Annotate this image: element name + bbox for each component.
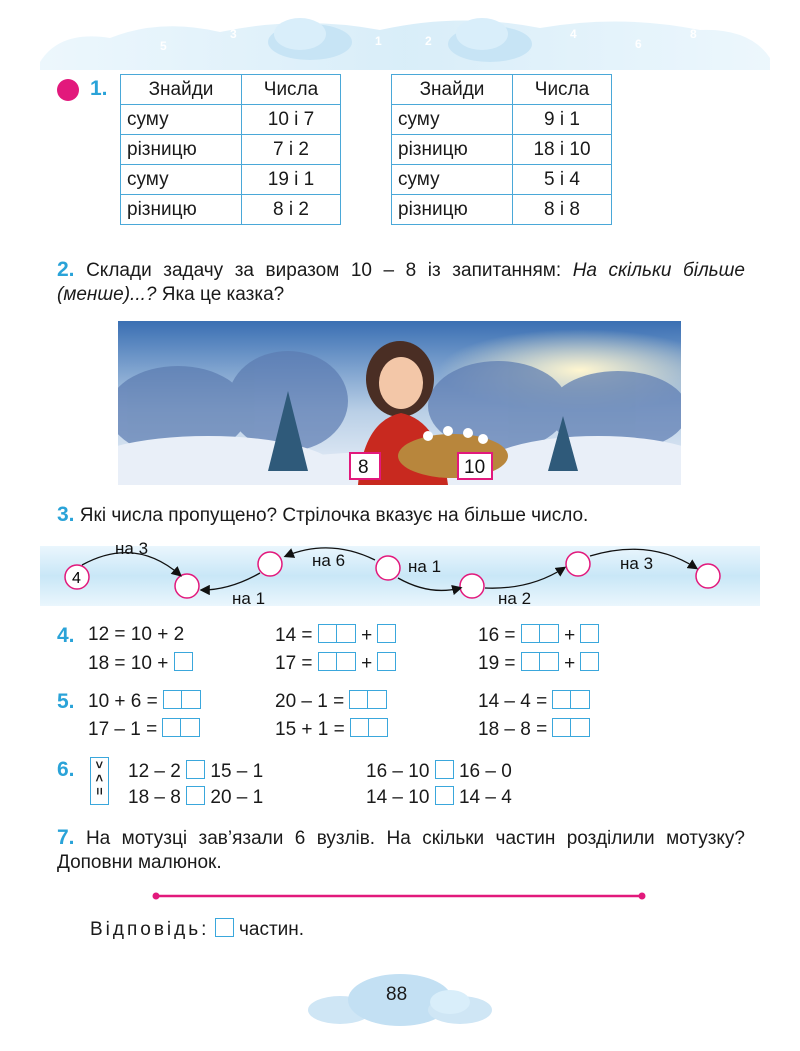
table-cell: суму: [392, 165, 513, 195]
task5-number: 5.: [57, 690, 75, 713]
expr: 16 – 0: [458, 761, 512, 782]
rope-line[interactable]: [150, 890, 650, 902]
answer-box[interactable]: [318, 624, 356, 643]
answer-box[interactable]: [349, 690, 387, 709]
table-cell: різницю: [121, 195, 242, 225]
cloud-digit: 4: [570, 27, 577, 41]
task6-row: [366, 760, 512, 783]
answer-box[interactable]: [552, 690, 590, 709]
page-number: 88: [386, 984, 408, 1005]
task4-row: [478, 652, 599, 675]
cloud-digit: 7: [105, 24, 112, 38]
task1-table-right: [391, 74, 612, 225]
task7-number: 7.: [57, 826, 75, 849]
answer-box[interactable]: [163, 690, 201, 709]
arrow-label: на 1: [232, 589, 266, 608]
answer-unit: частин.: [238, 919, 305, 940]
answer-circle[interactable]: [175, 574, 199, 598]
answer-box[interactable]: [377, 624, 396, 643]
answer-circle[interactable]: [566, 552, 590, 576]
expr: +: [564, 653, 576, 674]
answer-circle[interactable]: [376, 556, 400, 580]
arrow-label: на 6: [312, 551, 346, 570]
table-cell: суму: [121, 165, 242, 195]
expr: 18 – 8: [128, 787, 181, 808]
answer-box[interactable]: [435, 760, 454, 779]
table-cell: 9 і 1: [513, 105, 612, 135]
expr: 18 = 10 +: [88, 653, 169, 674]
expr: +: [361, 653, 373, 674]
task1-number: 1.: [90, 77, 108, 100]
task7-question: На мотузці зав’язали 6 вузлів. На скільки частин розділили мотузку? Доповни малюнок.: [57, 828, 745, 873]
cloud-digit: 1: [375, 34, 382, 48]
task5-row: [478, 690, 590, 713]
task2-text-b: Яка це казка?: [156, 284, 285, 305]
answer-circle[interactable]: [258, 552, 282, 576]
task3-number: 3.: [57, 503, 75, 526]
expr: 17 =: [275, 653, 313, 674]
table-cell: 18 і 10: [513, 135, 612, 165]
table-cell: 7 і 2: [242, 135, 341, 165]
answer-box[interactable]: [186, 786, 205, 805]
task7-text: [57, 826, 745, 875]
table-header: Знайди: [392, 75, 513, 105]
answer-box[interactable]: [580, 624, 599, 643]
task2-text-italic: На скільки більше (менше)...?: [57, 260, 745, 305]
answer-box[interactable]: [174, 652, 193, 671]
table-header: Числа: [513, 75, 612, 105]
task4-number: 4.: [57, 624, 75, 647]
task5-row: [275, 718, 388, 741]
table-cell: суму: [392, 105, 513, 135]
task2-text: [57, 258, 745, 307]
answer-line: [90, 918, 304, 941]
answer-box[interactable]: [186, 760, 205, 779]
comparison-signs: > < =: [92, 761, 107, 796]
task3-text: [57, 503, 588, 528]
fairy-tale-picture: [118, 321, 681, 485]
cloud-digit: 8: [690, 27, 697, 41]
expr: 12 – 2: [128, 761, 181, 782]
task6-row: [366, 786, 512, 809]
answer-circle[interactable]: [460, 574, 484, 598]
answer-box[interactable]: [215, 918, 234, 937]
table-cell: 19 і 1: [242, 165, 341, 195]
expr: 12 = 10 + 2: [88, 624, 185, 645]
expr: 15 + 1 =: [275, 719, 345, 740]
answer-box[interactable]: [377, 652, 396, 671]
start-number: 4: [72, 570, 81, 587]
task6-row: [128, 760, 263, 783]
picture-label: 8: [358, 457, 369, 478]
expr: 14 – 4: [458, 787, 512, 808]
expr: 16 – 10: [366, 761, 430, 782]
answer-box[interactable]: [521, 624, 559, 643]
expr: 14 – 4 =: [478, 691, 548, 712]
task5-row: [88, 718, 200, 741]
table-cell: різницю: [121, 135, 242, 165]
expr: 19 =: [478, 653, 516, 674]
expr: 17 – 1 =: [88, 719, 158, 740]
table-cell: 8 і 8: [513, 195, 612, 225]
cloud-digit: 0: [398, 14, 405, 28]
task6-number: 6.: [57, 758, 75, 781]
task1-table-left: [120, 74, 341, 225]
task6-row: [128, 786, 263, 809]
table-cell: 10 і 7: [242, 105, 341, 135]
table-cell: різницю: [392, 135, 513, 165]
expr: +: [564, 625, 576, 646]
task2-number: 2.: [57, 258, 75, 281]
expr: 14 – 10: [366, 787, 430, 808]
task4-row: [88, 624, 184, 646]
answer-box[interactable]: [350, 718, 388, 737]
table-header: Числа: [242, 75, 341, 105]
answer-label: Відповідь:: [90, 919, 210, 940]
expr: 20 – 1: [210, 787, 264, 808]
task5-row: [275, 690, 387, 713]
header-clouds: [0, 0, 800, 75]
answer-box[interactable]: [162, 718, 200, 737]
arrow-label: на 3: [115, 539, 149, 558]
expr: 16 =: [478, 625, 516, 646]
task4-row: [275, 652, 396, 675]
answer-circle[interactable]: [696, 564, 720, 588]
expr: 14 =: [275, 625, 313, 646]
task3-question: Які числа пропущено? Стрілочка вказує на більше число.: [79, 505, 589, 526]
number-line-diagram: [40, 538, 760, 610]
cloud-digit: 5: [160, 39, 167, 53]
cloud-digit: 6: [635, 37, 642, 51]
arrow-label: на 3: [620, 554, 654, 573]
arrow-label: на 1: [408, 557, 442, 576]
answer-box[interactable]: [435, 786, 454, 805]
comparison-signs-box: [90, 757, 109, 805]
cloud-digit: 3: [230, 27, 237, 41]
picture-label: 10: [464, 457, 486, 478]
task5-row: [478, 718, 590, 741]
answer-box[interactable]: [318, 652, 356, 671]
table-cell: 8 і 2: [242, 195, 341, 225]
arrow-label: на 2: [498, 589, 532, 608]
table-cell: 5 і 4: [513, 165, 612, 195]
expr: 18 – 8 =: [478, 719, 548, 740]
task4-row: [88, 652, 193, 675]
table-cell: суму: [121, 105, 242, 135]
table-header: Знайди: [121, 75, 242, 105]
answer-box[interactable]: [580, 652, 599, 671]
task4-row: [275, 624, 396, 647]
task2-text-a: Склади задачу за виразом 10 – 8 із запитанням:: [86, 260, 573, 281]
task1-bullet: [57, 79, 79, 101]
task4-row: [478, 624, 599, 647]
answer-box[interactable]: [521, 652, 559, 671]
table-cell: різницю: [392, 195, 513, 225]
expr: 20 – 1 =: [275, 691, 345, 712]
cloud-digit: 2: [425, 34, 432, 48]
expr: +: [361, 625, 373, 646]
expr: 15 – 1: [210, 761, 264, 782]
task5-row: [88, 690, 201, 713]
expr: 10 + 6 =: [88, 691, 158, 712]
answer-box[interactable]: [552, 718, 590, 737]
